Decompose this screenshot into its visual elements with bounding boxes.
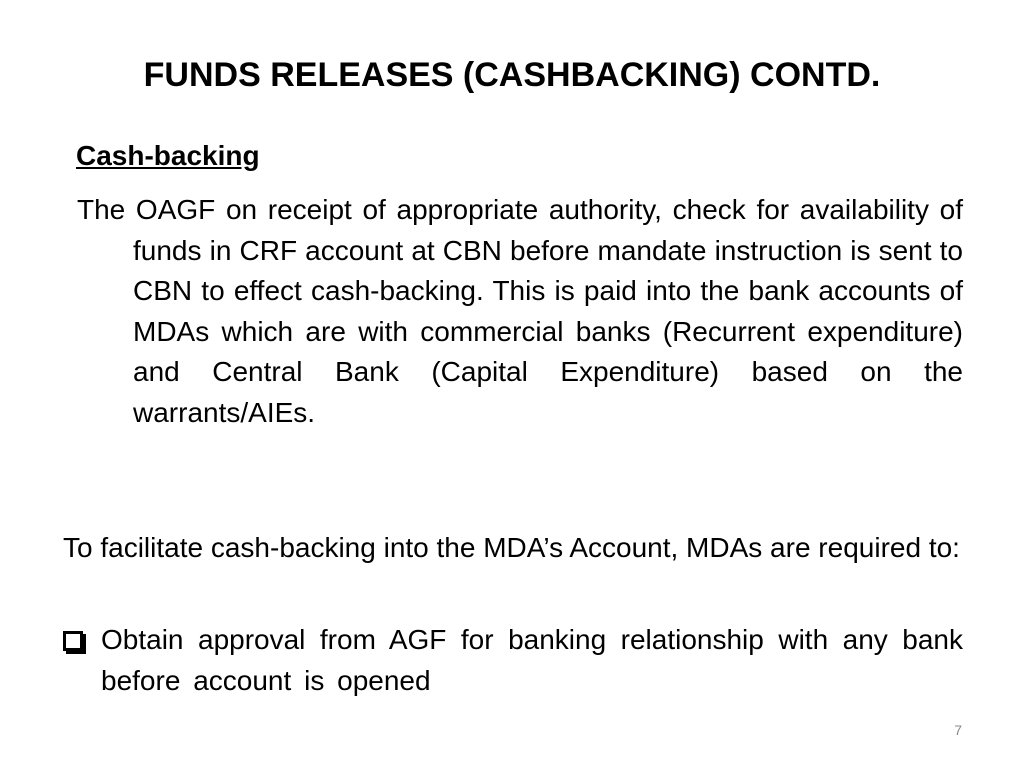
bullet-text: Obtain approval from AGF for banking relationship with any bank before account is opened bbox=[101, 624, 963, 696]
paragraph-facilitate: To facilitate cash-backing into the MDA’s Account, MDAs are required to: bbox=[63, 532, 960, 563]
page-number: 7 bbox=[954, 722, 962, 738]
paragraph-cash-backing: The OAGF on receipt of appropriate authority, check for availability of funds in CRF account at CBN before mandate instruction is sent to CBN to effect cash-backing. This is paid into the bank accounts of MDAs which are with commercial banks (Recurrent expenditure) and Central Bank (Capital Expenditure) based on the warrants/AIEs. bbox=[77, 194, 963, 428]
section-heading: Cash-backing bbox=[76, 140, 260, 171]
slide-title: FUNDS RELEASES (CASHBACKING) CONTD. bbox=[143, 56, 881, 94]
checkbox-bullet-icon bbox=[63, 631, 83, 651]
list-item bbox=[63, 620, 963, 701]
bullet-list bbox=[63, 620, 963, 701]
